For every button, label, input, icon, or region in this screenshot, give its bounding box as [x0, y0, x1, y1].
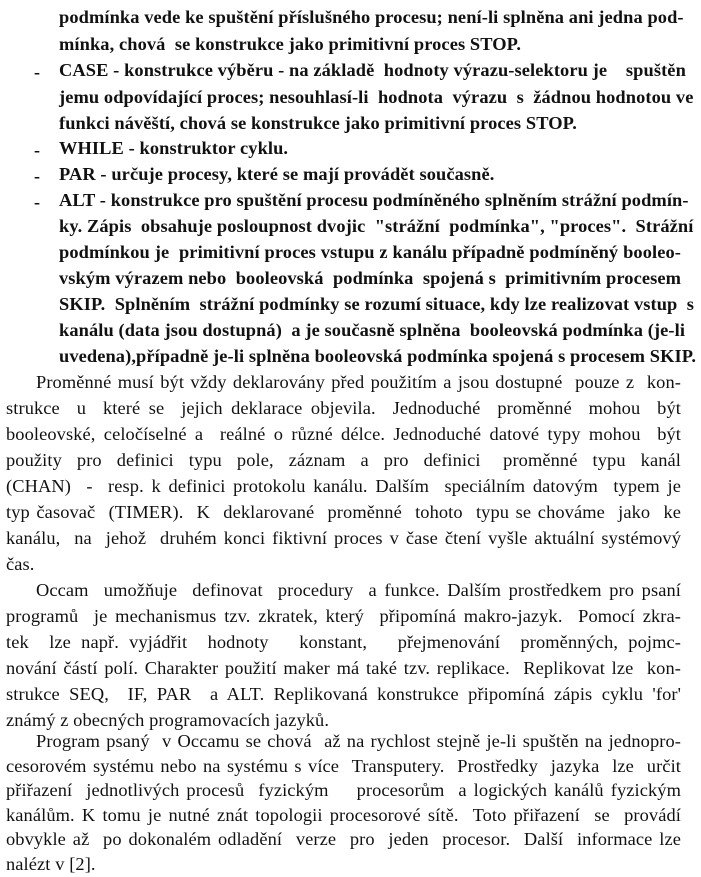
paragraph-2-line-2: programů je mechanismus tzv. zkratek, který připomíná makro-jazyk. Pomocí zkra-: [6, 606, 681, 626]
bullet-marker-while: -: [34, 140, 40, 160]
bullet-par-line-1: [59, 161, 519, 187]
paragraph-1-line-2: strukce u které se jejich deklarace objevila. Jednoduché proměnné mohou být: [6, 398, 681, 418]
paragraph-1-line-7: kanálu, na jehož druhém konci fiktivní proces v čase čtení vyšle aktuální systémový: [6, 528, 681, 548]
bullet-alt-line-5: SKIP. Splněním strážní podmínky se rozumí situace, kdy lze realizovat vstup s: [59, 294, 695, 314]
bullet-alt-keyword: ALT: [59, 190, 96, 210]
paragraph-1-line-8: čas.: [6, 554, 35, 574]
paragraph-3-line-5: obvykle až po dokonalém odladění verze pro jeden procesor. Další informace lze: [6, 829, 681, 849]
paragraph-1-line-4: použity pro definici typu pole, záznam a pro definici proměnné typu kanál: [6, 450, 681, 470]
paragraph-2-line-6: známý z obecných programovacích jazyků.: [6, 710, 330, 730]
bullet-marker-alt: -: [34, 192, 40, 212]
paragraph-1-line-3: booleovské, celočíselné a reálné o různé délce. Jednoduché datové typy mohou být: [6, 424, 681, 444]
paragraph-3-line-6: nalézt v [2].: [6, 853, 96, 874]
bullet-marker-case: -: [34, 62, 40, 82]
bullet-case-line-2: jemu odpovídající proces; nesouhlasí-li hodnota výrazu s žádnou hodnotou ve: [59, 87, 694, 107]
paragraph-2-line-1: Occam umožňuje definovat procedury a funkce. Dalším prostředkem pro psaní: [36, 580, 681, 600]
paragraph-3-line-1: Program psaný v Occamu se chová až na rychlost stejně je-li spuštěn na jednopro-: [36, 731, 681, 751]
paragraph-2-line-5: strukce SEQ, IF, PAR a ALT. Replikovaná konstrukce připomíná zápis cyklu 'for': [6, 684, 681, 704]
paragraph-2-line-4: nování částí polí. Charakter použití maker má také tzv. replikace. Replikovat lze kon-: [6, 658, 681, 678]
bullet-while-keyword: WHILE: [59, 138, 124, 158]
bullet-alt-line-3: podmínkou je primitivní proces vstupu z kanálu případně podmíněný booleo-: [59, 242, 681, 262]
bullet-while-text: - konstruktor cyklu.: [123, 138, 289, 158]
bullet-alt-line-6: kanálu (data jsou dostupná) a je současně splněna booleovská podmínka (je-li: [59, 320, 686, 340]
paragraph-3-line-2: cesorovém systému nebo na systému s více Transputery. Prostředky jazyka lze určit: [6, 755, 681, 776]
bullet-alt-line-4: vským výrazem nebo booleovská podmínka spojená s primitivním procesem: [59, 268, 682, 288]
bullet-alt-line-7: uvedena),případně je-li splněna booleovská podmínka spojená s procesem SKIP.: [59, 346, 697, 366]
bullet-case-line-1: [59, 57, 686, 83]
paragraph-3-line-4: kanálům. K tomu je nutné znát topologii procesorové sítě. Toto přiřazení se provádí: [6, 804, 681, 825]
bullet-if-line-2: mínka, chová se konstrukce jako primitivní proces STOP.: [59, 34, 522, 54]
bullet-alt-text: - konstrukce pro spuštění procesu podmíněného splněním strážní podmín-: [95, 190, 689, 210]
paragraph-1-line-1: Proměnné musí být vždy deklarovány před použitím a jsou dostupné pouze z kon-: [36, 372, 681, 392]
paragraph-2-line-3: tek lze např. vyjádřit hodnoty konstant, přejmenování proměnných, pojmc-: [6, 632, 681, 652]
bullet-case-text: - konstrukce výběru - na základě hodnoty výrazu-selektoru je spuštěn: [108, 60, 686, 80]
paragraph-1-line-5: (CHAN) - resp. k definici protokolu kanálu. Dalším speciálním datovým typem je: [6, 476, 681, 496]
bullet-while-line-1: [59, 135, 359, 161]
paragraph-3-line-3: přiřazení jednotlivých procesů fyzickým procesorům a logických kanálů fyzickým: [6, 780, 681, 800]
bullet-par-text: - určuje procesy, které se mají provádět současně.: [95, 164, 495, 184]
bullet-marker-par: -: [34, 166, 40, 186]
bullet-alt-line-1: [59, 187, 689, 213]
bullet-case-keyword: CASE: [59, 60, 109, 80]
bullet-case-line-3: funkci návěští, chová se konstrukce jako primitivní proces STOP.: [59, 113, 577, 133]
bullet-alt-line-2: ky. Zápis obsahuje posloupnost dvojic "strážní podmínka", "proces". Strážní: [59, 216, 694, 236]
paragraph-1-line-6: typ časovač (TIMER). K deklarované proměnné tohoto typu se chováme jako ke: [6, 502, 681, 522]
bullet-if-line-1: podmínka vede ke spuštění příslušného procesu; není-li splněna ani jedna pod-: [59, 7, 684, 27]
bullet-par-keyword: PAR: [59, 164, 96, 184]
